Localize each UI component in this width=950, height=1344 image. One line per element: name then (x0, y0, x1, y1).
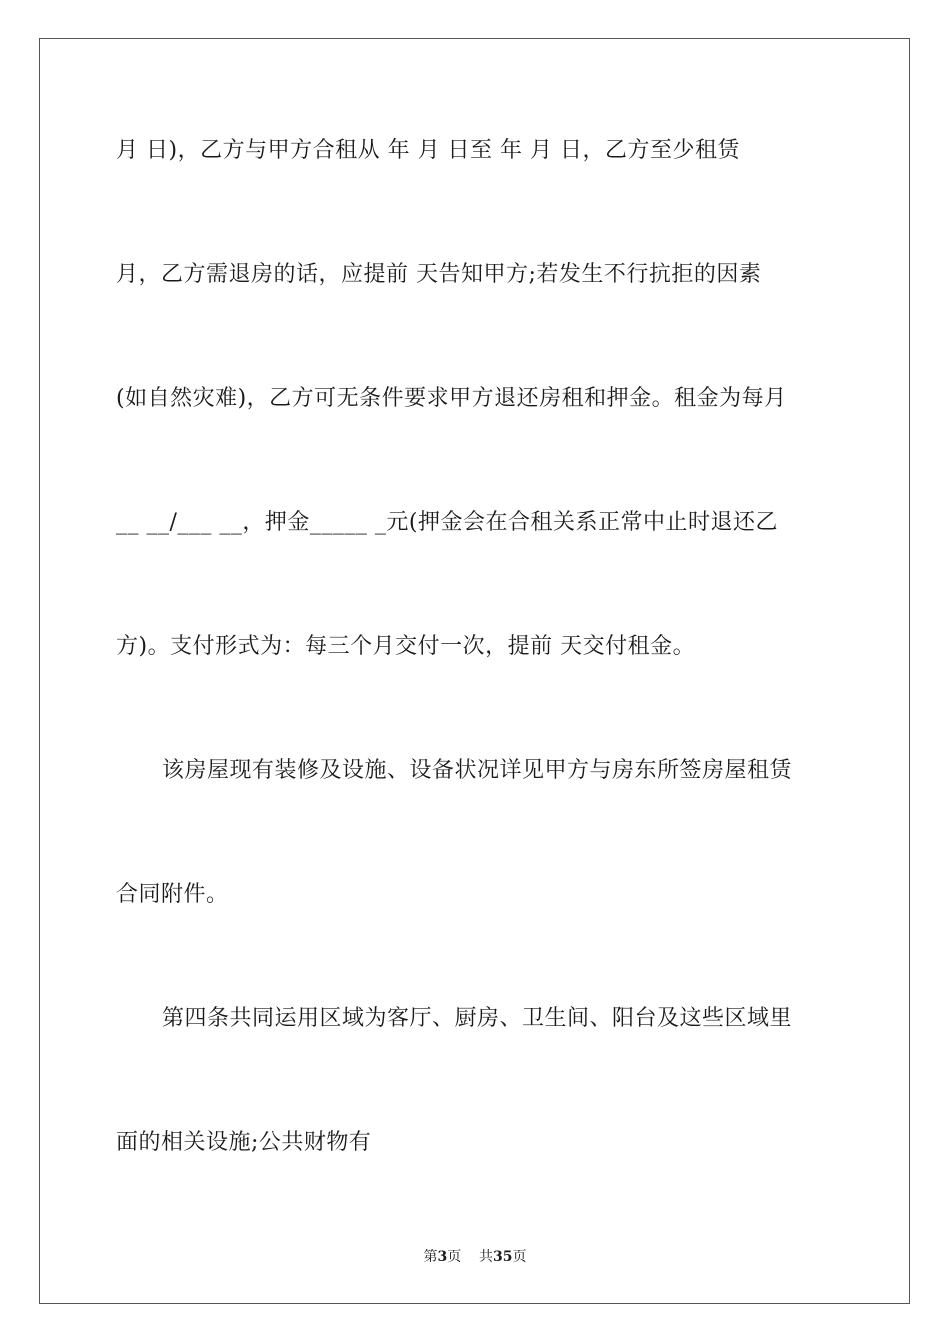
text-line-3: (如自然灾难)，乙方可无条件要求甲方退还房租和押金。租金为每月 (116, 386, 787, 411)
page-suffix: 页 (447, 1249, 462, 1265)
paragraph-facilities-start: 该房屋现有装修及设施、设备状况详见甲方与房东所签房屋租赁 (162, 758, 793, 783)
total-prefix: 共 (479, 1249, 494, 1265)
current-page-number: 3 (437, 1249, 448, 1265)
page-border (39, 38, 910, 1304)
text-line-5: 方)。支付形式为：每三个月交付一次，提前 天交付租金。 (116, 634, 696, 659)
page-prefix: 第 (423, 1249, 438, 1265)
text-line-7: 合同附件。 (116, 882, 229, 907)
text-line-4: __ __/___ __，押金_____ _元(押金会在合租关系正常中止时退还乙 (116, 510, 778, 535)
total-pages-number: 35 (493, 1249, 513, 1265)
text-line-2: 月，乙方需退房的话，应提前 天告知甲方;若发生不行抗拒的因素 (116, 262, 762, 287)
page-footer (0, 1248, 950, 1266)
text-line-1: 月 日)，乙方与甲方合租从 年 月 日至 年 月 日，乙方至少租赁 (116, 138, 741, 163)
total-suffix: 页 (512, 1249, 527, 1265)
paragraph-article-four-start: 第四条共同运用区域为客厅、厨房、卫生间、阳台及这些区域里 (162, 1006, 793, 1031)
text-line-9: 面的相关设施;公共财物有 (116, 1130, 372, 1155)
